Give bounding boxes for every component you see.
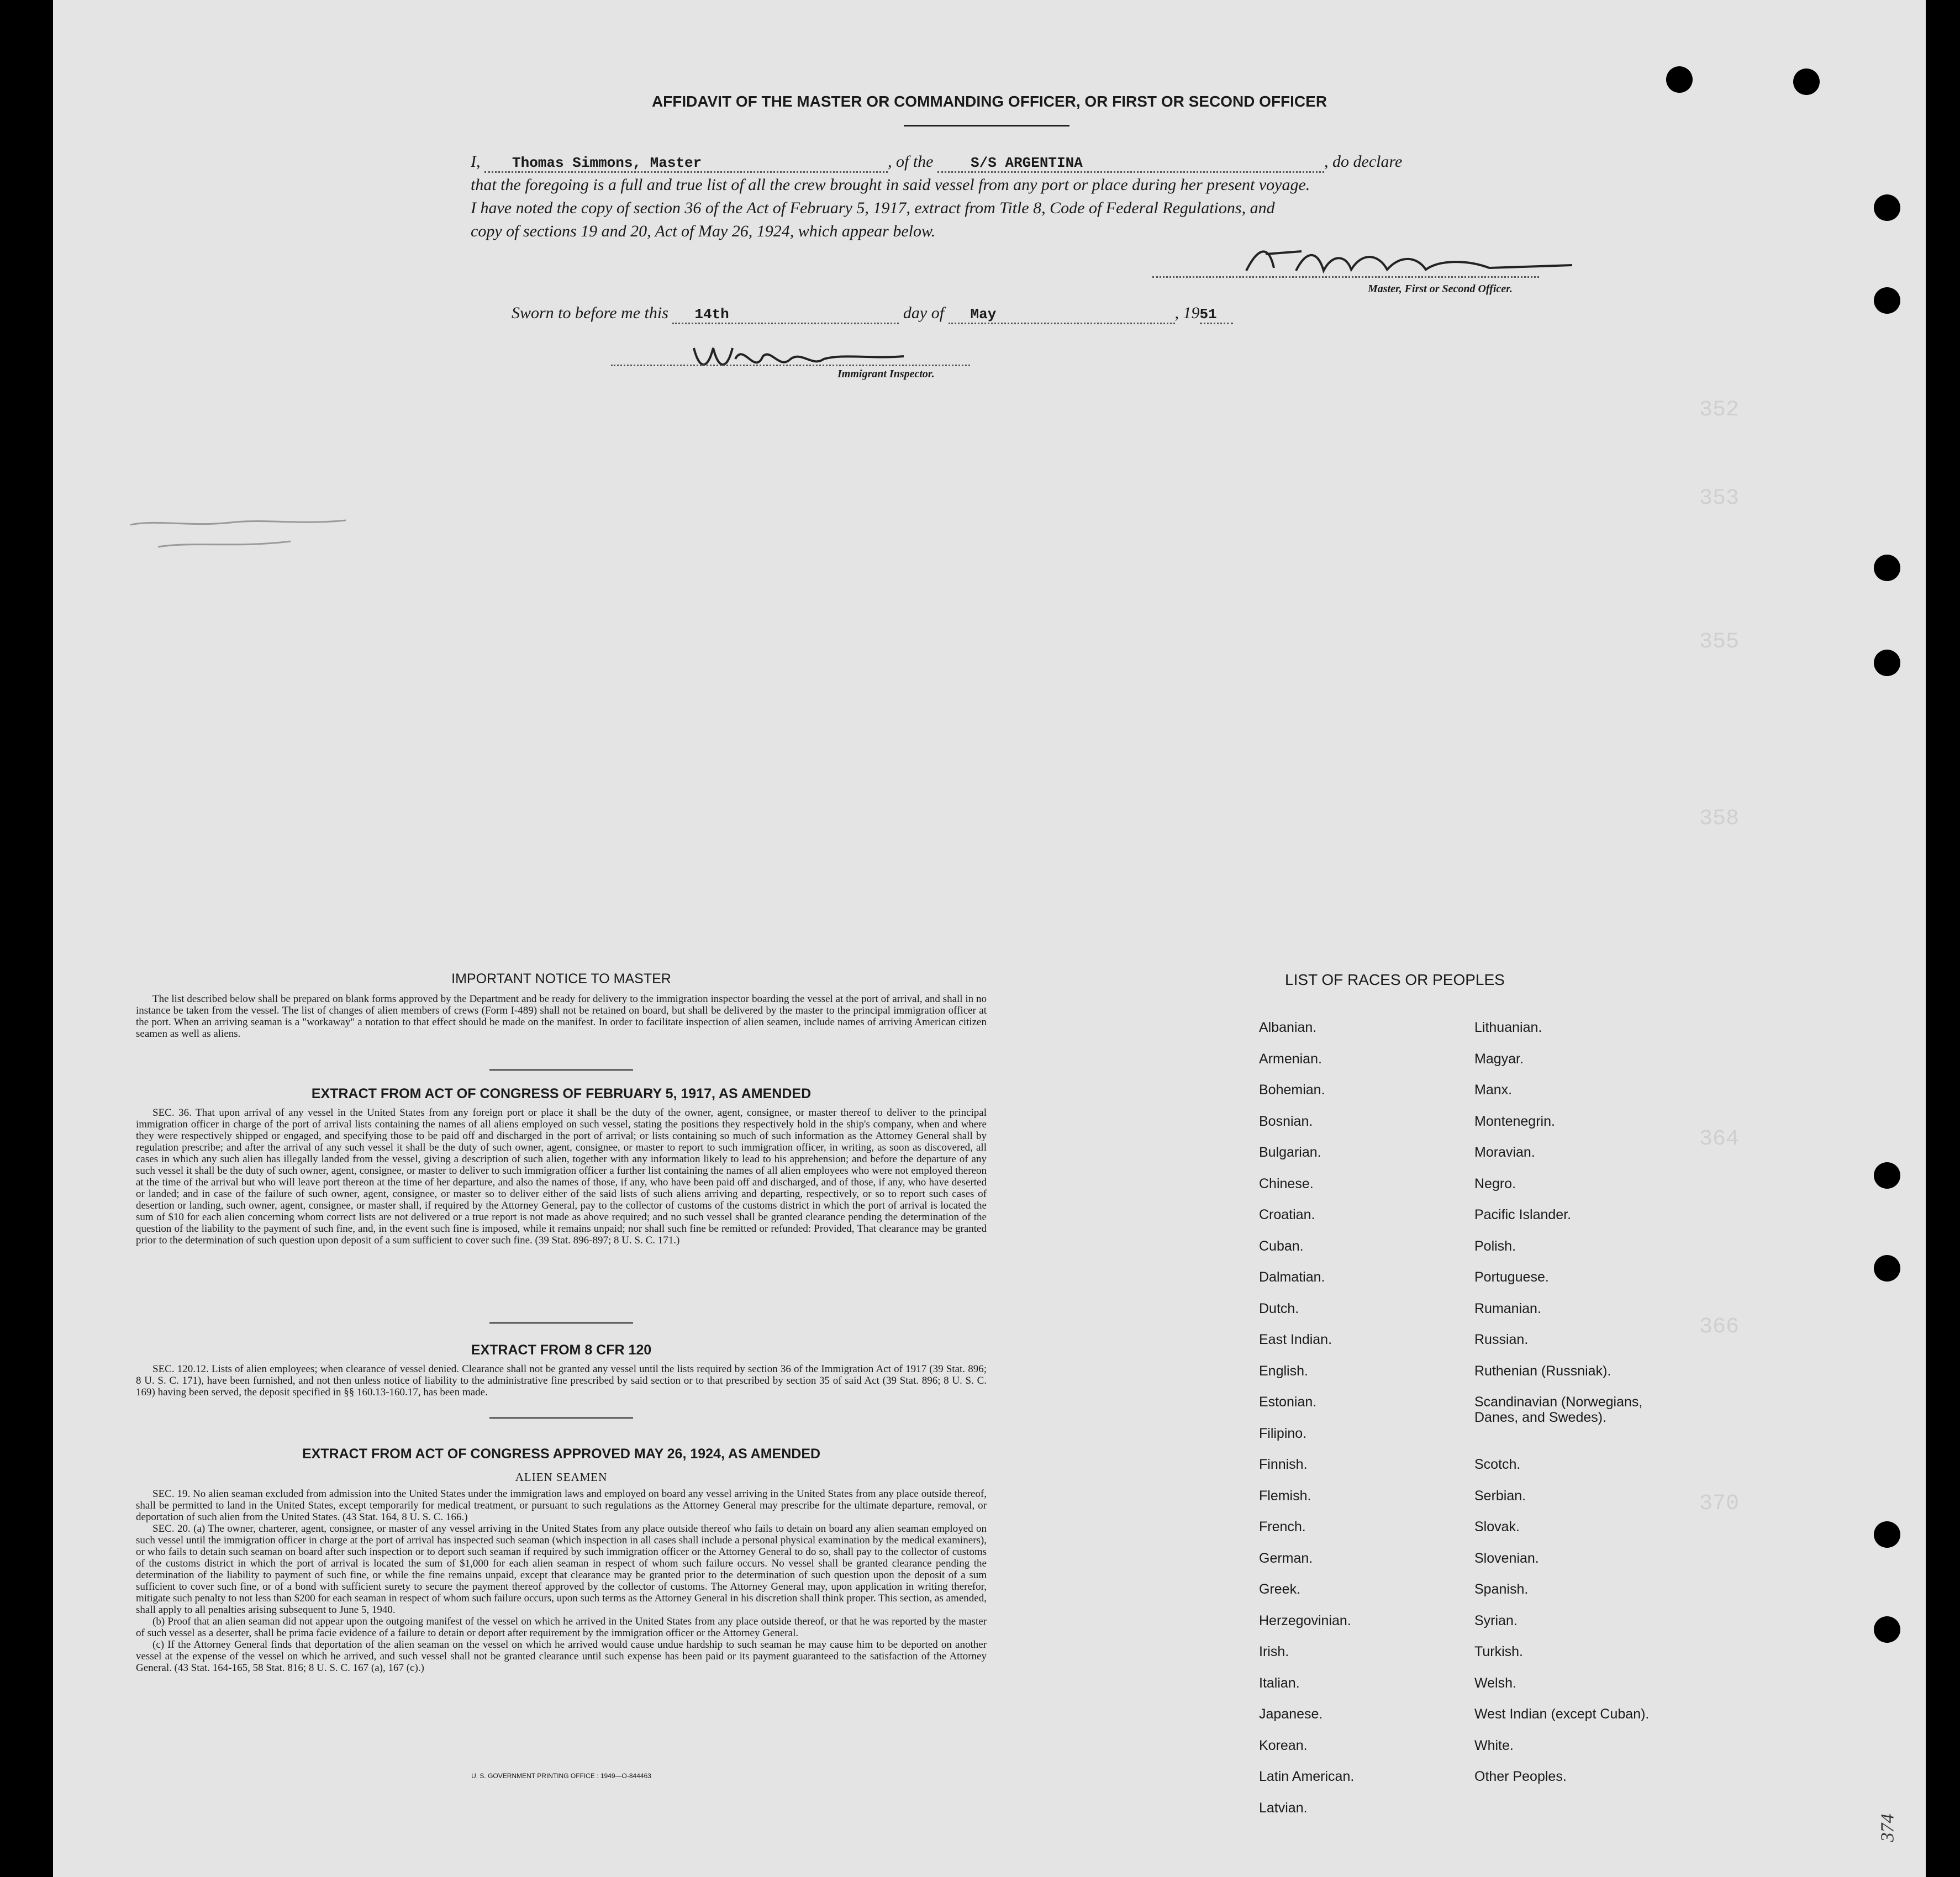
- of-the-label: , of the: [888, 152, 934, 171]
- affidavit-body-line4: copy of sections 19 and 20, Act of May 26, 1924, which appear below.: [471, 222, 936, 240]
- race-item: Chinese.: [1259, 1175, 1314, 1191]
- race-item: Rumanian.: [1474, 1300, 1541, 1316]
- race-item: French.: [1259, 1519, 1306, 1535]
- bleed-through-text: 358: [1699, 806, 1740, 831]
- punch-hole: [1874, 1162, 1900, 1189]
- sworn-prefix: Sworn to before me this: [512, 304, 668, 322]
- bleed-through-text: 355: [1699, 630, 1740, 655]
- race-item: Lithuanian.: [1474, 1020, 1542, 1035]
- punch-hole: [1874, 1255, 1900, 1282]
- race-item: Portuguese.: [1474, 1269, 1549, 1285]
- race-item: Negro.: [1474, 1175, 1516, 1191]
- vessel-name-field: S/S ARGENTINA: [937, 155, 1324, 173]
- extract-1917-title: EXTRACT FROM ACT OF CONGRESS OF FEBRUARY 5, 1917, AS AMENDED: [311, 1086, 812, 1101]
- bleed-through-text: 353: [1699, 486, 1740, 511]
- marginal-number: 374: [1877, 1813, 1898, 1842]
- sworn-line: [512, 304, 1233, 324]
- punch-hole: [1874, 1616, 1900, 1643]
- punch-hole: [1874, 194, 1900, 221]
- affidavit-line1: [471, 152, 1576, 173]
- inspector-signature-line: [611, 365, 970, 366]
- race-item: English.: [1259, 1363, 1308, 1379]
- race-item: Other Peoples.: [1474, 1769, 1567, 1784]
- race-item: Latvian.: [1259, 1800, 1308, 1816]
- race-item: Slovenian.: [1474, 1550, 1539, 1566]
- race-item: Spanish.: [1474, 1581, 1529, 1597]
- race-item: Magyar.: [1474, 1051, 1524, 1067]
- race-item: Montenegrin.: [1474, 1113, 1555, 1129]
- divider: [489, 1417, 633, 1419]
- race-item: Greek.: [1259, 1581, 1301, 1597]
- bleed-through-text: 366: [1699, 1315, 1740, 1340]
- race-item: White.: [1474, 1737, 1514, 1753]
- race-item: Dutch.: [1259, 1300, 1299, 1316]
- race-item: East Indian.: [1259, 1332, 1332, 1347]
- master-signature-line: [1152, 276, 1539, 278]
- bleed-through-text: 370: [1699, 1491, 1740, 1516]
- race-item: Scandinavian (Norwegians, Danes, and Swedes).: [1474, 1394, 1643, 1425]
- race-item: Japanese.: [1259, 1706, 1323, 1722]
- section-20a-text: SEC. 20. (a) The owner, charterer, agent, consignee, or master of any vessel arriving in the United States from any place outside thereof who fails to detain on board any alien seaman employed on such vessel until the immigration officer in charge at the port of arrival has inspected such seaman (which inspection in all cases shall include a personal physical examination by the medical examiners), or who fails to detain such seaman on board after such inspection or to deport such seaman if required by such immigration officer or the Attorney General to do so, shall pay to the collector of customs of the customs district in which the port of arrival is located the sum of $1,000 for each alien seaman in respect of whom such failure occurs. No vessel shall be granted clearance pending the determination of the liability to payment of such fine, or while the fine remains unpaid, except that clearance may be granted prior to the determination of such question upon the deposit of a sum sufficient to cover such fine, or of a bond with sufficient surety to secure the payment thereof approved by the collector of customs. The Attorney General may, upon application in writing therefor, mitigate such penalty to not less than $200 for each seaman in respect of whom such failure occurs, upon such terms as the Attorney General in his discretion shall think proper. This section, as amended, shall apply to all penalties arising subsequent to June 5, 1940.: [136, 1523, 987, 1616]
- extract-1917-text: SEC. 36. That upon arrival of any vessel in the United States from any foreign port or place it shall be the duty of the owner, agent, consignee, or master thereof to deliver to the principal immigration officer in charge of the port of arrival lists containing the names of all aliens employed on such vessel, stating the positions they respectively hold in the ship's company, when and where they were respectively shipped or engaged, and specifying those to be paid off and discharged in the port of arrival; or lists containing so much of such information as the Attorney General shall by regulation prescribe; and after the arrival of any such vessel it shall be the duty of such owner, agent, consignee, or master to report to such immigration officer, in writing, as soon as discovered, all cases in which any such alien has illegally landed from the vessel, giving a description of such alien, together with any information likely to lead to his apprehension; and before the departure of any such vessel it shall be the duty of such owner, agent, consignee, or master to deliver to such immigration officer a further list containing the names of all alien employees who were not employed thereon at the time of the arrival but who will leave port thereon at the time of her departure, and also the names of those, if any, who have been paid off and discharged, and of those, if any, who have deserted or landed; and in case of the failure of such owner, agent, consignee, or master so to deliver either of the said lists of such aliens arriving and departing, respectively, or so to report such cases of desertion or landing, such owner, agent, consignee, or master shall, if required by the Attorney General, pay to the collector of customs of the customs district in which the port of arrival is located the sum of $10 for each alien concerning whom correct lists are not delivered or a true report is not made as above required; and no such vessel shall be granted clearance pending the determination of the question of the liability to the payment of such fine, and, in the event such fine is imposed, while it remains unpaid; nor shall such fine be remitted or refunded: Provided, That clearance may be granted prior to the determination of such question upon deposit of a sum sufficient to cover such fine. (39 Stat. 896-897; 8 U. S. C. 171.): [136, 1107, 987, 1246]
- race-item: Pacific Islander.: [1474, 1207, 1572, 1222]
- race-item: Slovak.: [1474, 1519, 1520, 1535]
- race-item: Korean.: [1259, 1737, 1308, 1753]
- race-item: Estonian.: [1259, 1394, 1317, 1410]
- race-item: Herzegovinian.: [1259, 1612, 1351, 1628]
- extract-1924-title: EXTRACT FROM ACT OF CONGRESS APPROVED MAY 26, 1924, AS AMENDED: [302, 1446, 821, 1462]
- race-item: Croatian.: [1259, 1207, 1315, 1222]
- master-caption: Master, First or Second Officer.: [1368, 283, 1513, 295]
- extract-1924-subtitle: ALIEN SEAMEN: [515, 1470, 608, 1484]
- punch-hole: [1874, 650, 1900, 676]
- document-page: [53, 0, 1926, 1877]
- race-item: West Indian (except Cuban).: [1474, 1706, 1650, 1722]
- race-item: Bulgarian.: [1259, 1145, 1321, 1160]
- bleed-through-text: 364: [1699, 1127, 1740, 1152]
- race-item: Scotch.: [1474, 1457, 1521, 1472]
- do-declare-label: , do declare: [1324, 152, 1403, 171]
- section-20c-text: (c) If the Attorney General finds that deportation of the alien seaman on the vessel on which he arrived would cause undue hardship to such seaman he may cause him to be deported on another vessel at the expense of the vessel on which he arrived, and such vessel shall not be granted clearance until such expense has been paid or its payment guaranteed to the satisfaction of the Attorney General. (43 Stat. 164-165, 58 Stat. 816; 8 U. S. C. 167 (a), 167 (c).): [136, 1639, 987, 1674]
- race-item: Ruthenian (Russniak).: [1474, 1363, 1611, 1379]
- printer-imprint: U. S. GOVERNMENT PRINTING OFFICE : 1949—O-844463: [471, 1772, 651, 1780]
- race-item: Turkish.: [1474, 1644, 1523, 1659]
- extract-cfr-text: SEC. 120.12. Lists of alien employees; when clearance of vessel denied. Clearance shall not be granted any vessel until the lists required by section 36 of the Immigration Act of 1917 (39 Stat. 896; 8 U. S. C. 171), have been furnished, and not then unless notice of liability to the administrative fine prescribed by said section or to that prescribed by section 35 of said Act (39 Stat. 896; 8 U. S. C. 169) having been served, the deposit specified in §§ 160.13-160.17, has been made.: [136, 1363, 987, 1398]
- bleed-through-text: 352: [1699, 398, 1740, 423]
- race-item: Italian.: [1259, 1675, 1300, 1691]
- race-item: Manx.: [1474, 1082, 1513, 1098]
- race-item: German.: [1259, 1550, 1313, 1566]
- sworn-month-field: May: [949, 306, 1175, 324]
- race-item: Russian.: [1474, 1332, 1529, 1347]
- affidavit-i-prefix: I,: [471, 152, 481, 171]
- race-item: Bohemian.: [1259, 1082, 1325, 1098]
- affidavit-body-line3: I have noted the copy of section 36 of the Act of February 5, 1917, extract from Title 8, Code of Federal Regulations, and: [471, 199, 1275, 217]
- punch-hole: [1666, 66, 1693, 93]
- race-item: Albanian.: [1259, 1020, 1317, 1035]
- race-item: Moravian.: [1474, 1145, 1535, 1160]
- section-19-text: SEC. 19. No alien seaman excluded from admission into the United States under the immigration laws and employed on board any vessel arriving in the United States from any place outside thereof, shall be permitted to land in the United States, except temporarily for medical treatment, or pursuant to such regulations as the Attorney General may prescribe for the ultimate departure, removal, or deportation of such alien from the United States. (43 Stat. 164, 8 U. S. C. 166.): [136, 1488, 987, 1523]
- extract-1924-text: [136, 1488, 987, 1674]
- race-item: Irish.: [1259, 1644, 1289, 1659]
- punch-hole: [1874, 287, 1900, 314]
- race-item: Polish.: [1474, 1238, 1516, 1254]
- race-item: Finnish.: [1259, 1457, 1308, 1472]
- section-20b-text: (b) Proof that an alien seaman did not appear upon the outgoing manifest of the vessel on which he arrived in the United States from any place outside thereof, or that he was reported by the master of such vessel as a deserter, shall be prima facie evidence of a failure to detain or deport after requirement by the immigration officer or the Attorney General.: [136, 1616, 987, 1639]
- day-of-label: day of: [903, 304, 945, 322]
- pencil-annotation: [125, 508, 357, 558]
- title-underline: [904, 125, 1069, 126]
- extract-cfr-title: EXTRACT FROM 8 CFR 120: [471, 1342, 652, 1358]
- sworn-year-field: 51: [1200, 306, 1233, 324]
- race-item: Syrian.: [1474, 1612, 1518, 1628]
- race-item: Filipino.: [1259, 1425, 1307, 1441]
- race-item: Welsh.: [1474, 1675, 1516, 1691]
- master-name-field: Thomas Simmons, Master: [484, 155, 888, 173]
- affidavit-title: AFFIDAVIT OF THE MASTER OR COMMANDING OFFICER, OR FIRST OR SECOND OFFICER: [651, 93, 1327, 110]
- punch-hole: [1874, 1521, 1900, 1548]
- race-item: Serbian.: [1474, 1488, 1526, 1504]
- races-title: LIST OF RACES OR PEOPLES: [1285, 971, 1505, 988]
- race-item: Bosnian.: [1259, 1113, 1313, 1129]
- race-item: Latin American.: [1259, 1769, 1355, 1784]
- master-signature: [1235, 238, 1589, 282]
- year-prefix: , 19: [1174, 304, 1200, 322]
- race-item: Dalmatian.: [1259, 1269, 1325, 1285]
- race-item: Flemish.: [1259, 1488, 1311, 1504]
- affidavit-body-line2: that the foregoing is a full and true list of all the crew brought in said vessel from any port or place during her present voyage.: [471, 176, 1310, 194]
- divider: [489, 1069, 633, 1071]
- race-item: Cuban.: [1259, 1238, 1304, 1254]
- notice-text: The list described below shall be prepared on blank forms approved by the Department and be ready for delivery to the immigration inspector boarding the vessel at the port of arrival, and shall in no instance be taken from the vessel. The list of changes of alien members of crews (Form I-489) shall not be retained on board, but shall be delivered by the master to the principal immigration officer at the port. When an arriving seaman is a "workaway" a notation to that effect should be made on the manifest. In order to facilitate inspection of alien seamen, include names of arriving American citizen seamen as well as aliens.: [136, 993, 987, 1040]
- race-item: Armenian.: [1259, 1051, 1322, 1067]
- sworn-day-field: 14th: [672, 306, 899, 324]
- divider: [489, 1322, 633, 1324]
- punch-hole: [1793, 68, 1820, 95]
- inspector-caption: Immigrant Inspector.: [837, 368, 935, 380]
- punch-hole: [1874, 555, 1900, 581]
- notice-title: IMPORTANT NOTICE TO MASTER: [451, 971, 671, 987]
